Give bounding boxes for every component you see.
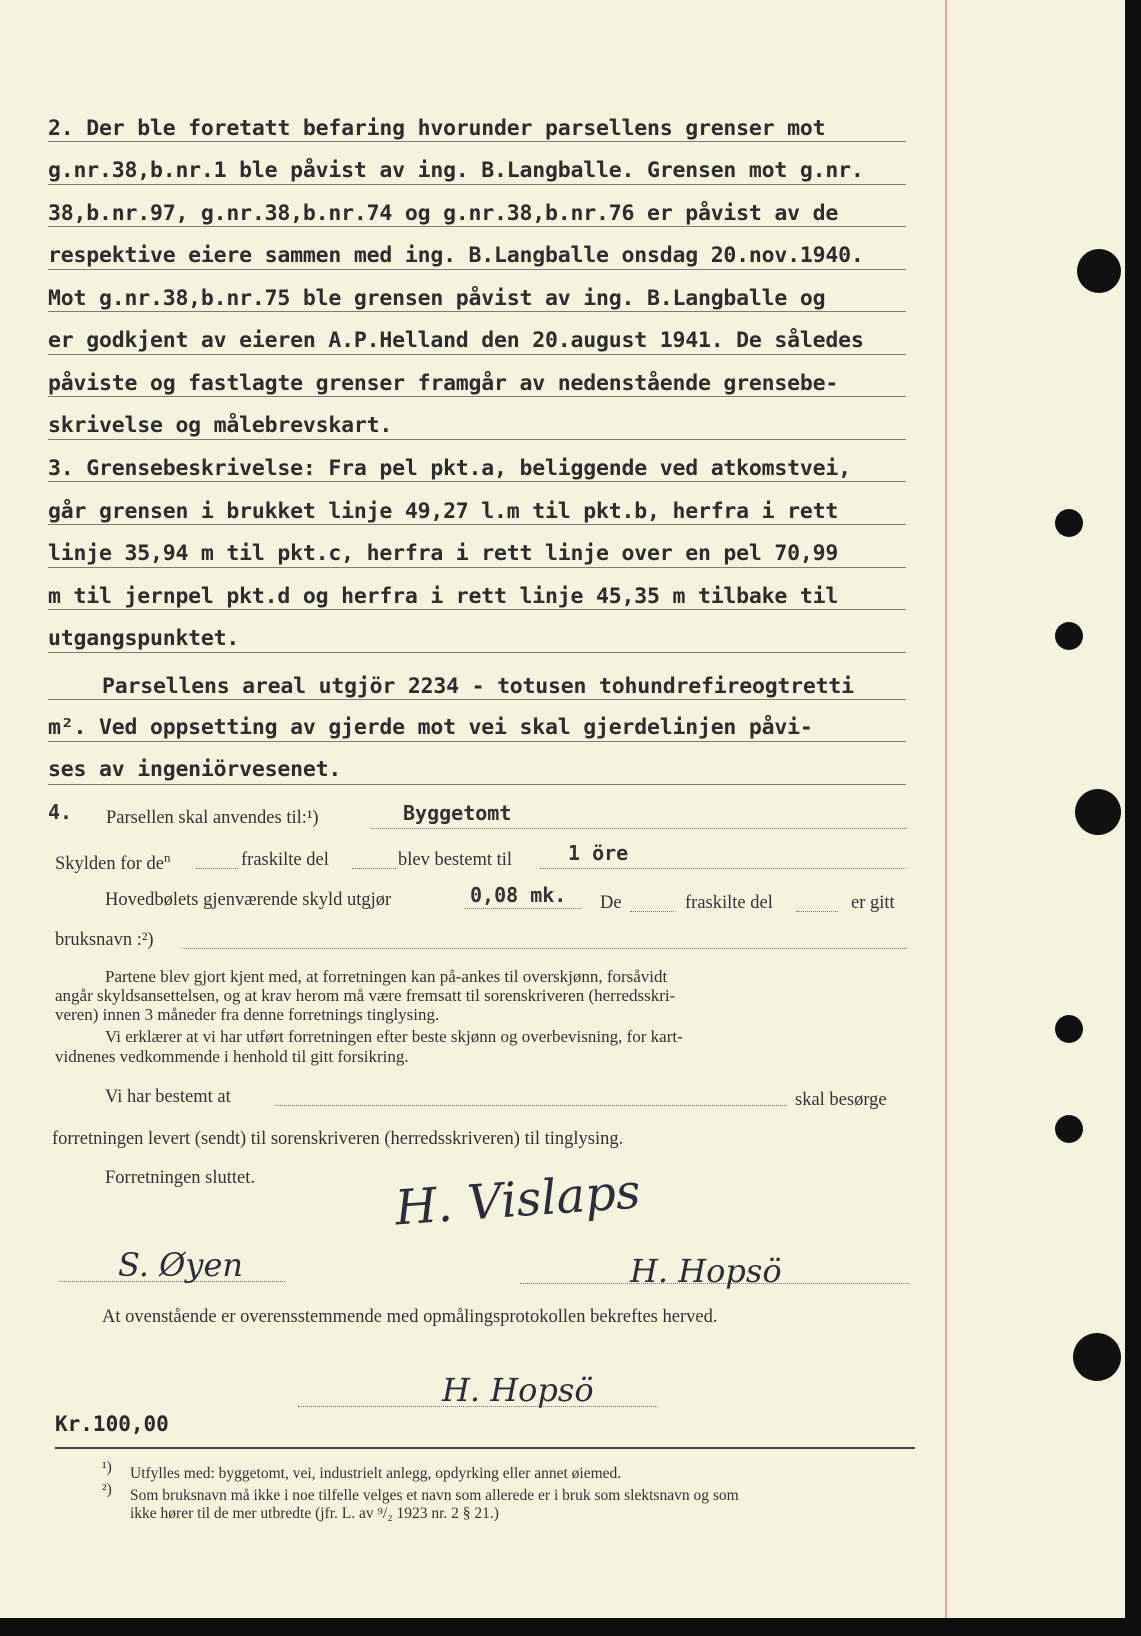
typed-line: påviste og fastlagte grenser framgår av nedenstående grensebe- — [48, 371, 839, 396]
underline — [48, 439, 906, 440]
remaining-value: 0,08 mk. — [470, 883, 567, 907]
underline — [48, 269, 906, 270]
underline — [48, 311, 906, 312]
delivered-line: forretningen levert (sendt) til sorenskriveren (herredsskriveren) til tinglysing. — [52, 1129, 624, 1149]
debt-label — [55, 850, 170, 875]
declaration-line: Vi erklærer at vi har utført forretningen efter beste skjønn og overbevisning, for kart- — [105, 1027, 683, 1046]
area-line: Parsellens areal utgjör 2234 - totusen tohundrefireogtretti — [102, 674, 854, 699]
use-label: Parsellen skal anvendes til:¹) — [106, 808, 319, 828]
signature-left: S. Øyen — [118, 1246, 243, 1284]
declaration-line: vidnenes vedkommende i henhold til gitt forsikring. — [55, 1047, 409, 1066]
underline — [48, 609, 906, 610]
typed-line: m til jernpel pkt.d og herfra i rett linje 45,35 m tilbake til — [48, 584, 839, 609]
typed-line: g.nr.38,b.nr.1 ble påvist av ing. B.Langballe. Grensen mot g.nr. — [48, 158, 864, 183]
underline — [48, 354, 906, 355]
underline — [48, 184, 906, 185]
notice-line: veren) innen 3 måneder fra denne forretnings tinglysing. — [55, 1005, 440, 1024]
underline — [48, 567, 906, 568]
dotted-line — [796, 911, 838, 912]
typed-line: 2. Der ble foretatt befaring hvorunder parsellens grenser mot — [48, 116, 826, 141]
typed-line: respektive eiere sammen med ing. B.Langballe onsdag 20.nov.1940. — [48, 243, 864, 268]
debt-superscript: n — [163, 850, 171, 865]
remaining-label: Hovedbølets gjenværende skyld utgjør — [105, 890, 392, 910]
underline — [48, 226, 906, 227]
binding-hole — [1055, 1115, 1083, 1143]
margin-rule — [945, 0, 947, 1618]
dotted-line — [276, 1105, 787, 1106]
underline — [48, 741, 906, 742]
debt-value: 1 öre — [568, 841, 629, 865]
signature-right: H. Hopsö — [630, 1252, 782, 1290]
typed-line: er godkjent av eieren A.P.Helland den 20.august 1941. De således — [48, 328, 864, 353]
de-label: De — [600, 893, 622, 913]
footnote-mark: ²) — [102, 1481, 112, 1498]
signature-bottom: H. Hopsö — [442, 1371, 594, 1409]
deliver-label: skal besørge — [795, 1090, 887, 1110]
underline — [48, 481, 906, 482]
binding-hole — [1077, 249, 1121, 293]
bruksnavn-label: bruksnavn :²) — [55, 930, 154, 950]
item-number: 4. — [48, 800, 73, 824]
underline — [48, 699, 906, 700]
fee: Kr.100,00 — [55, 1412, 169, 1436]
dotted-line — [630, 911, 674, 912]
typed-line: 3. Grensebeskrivelse: Fra pel pkt.a, beliggende ved atkomstvei, — [48, 456, 851, 481]
use-value: Byggetomt — [403, 801, 512, 825]
given-label: er gitt — [851, 893, 895, 913]
binding-hole — [1073, 1333, 1121, 1381]
notice-line: angår skyldsansettelsen, og at krav herom må være fremsatt til sorenskriveren (herredsskri- — [55, 986, 676, 1005]
concluded-label: Forretningen sluttet. — [105, 1168, 256, 1188]
footnote-mark: ¹) — [102, 1459, 112, 1476]
typed-line: skrivelse og målebrevskart. — [48, 413, 393, 438]
typed-line: linje 35,94 m til pkt.c, herfra i rett linje over en pel 70,99 — [48, 541, 839, 566]
footnote-text: Som bruksnavn må ikke i noe tilfelle velges et navn som allerede er i bruk som slektsnavn og som — [130, 1487, 739, 1504]
dotted-line — [352, 868, 396, 869]
typed-line: går grensen i brukket linje 49,27 l.m til pkt.b, herfra i rett — [48, 499, 839, 524]
footnote-text: Utfylles med: byggetomt, vei, industrielt anlegg, opdyrking eller annet øiemed. — [130, 1465, 622, 1482]
typed-line: ses av ingeniörvesenet. — [48, 757, 342, 782]
footnote-divider — [55, 1447, 915, 1449]
confirm-line: At ovenstående er overensstemmende med opmålingsprotokollen bekreftes herved. — [102, 1307, 718, 1327]
separated-label: fraskilte del — [685, 893, 773, 913]
notice-line: Partene blev gjort kjent med, at forretningen kan på-ankes til overskjønn, forsåvidt — [105, 967, 668, 986]
debt-label-b: fraskilte del — [241, 850, 329, 870]
underline — [48, 652, 906, 653]
binding-hole — [1055, 1015, 1083, 1043]
dotted-line — [540, 868, 906, 869]
dotted-line — [196, 868, 238, 869]
underline — [48, 141, 906, 142]
debt-label-a: Skylden for de — [55, 854, 164, 875]
underline — [48, 524, 906, 525]
typed-line: 38,b.nr.97, g.nr.38,b.nr.74 og g.nr.38,b.nr.76 er påvist av de — [48, 201, 839, 226]
dotted-line — [182, 948, 907, 949]
decided-label: Vi har bestemt at — [105, 1087, 231, 1107]
fence-line: m². Ved oppsetting av gjerde mot vei skal gjerdelinjen påvi- — [48, 715, 813, 740]
binding-hole — [1055, 509, 1083, 537]
binding-hole — [1075, 789, 1121, 835]
dotted-line — [372, 828, 907, 829]
binding-hole — [1055, 622, 1083, 650]
typed-line: utgangspunktet. — [48, 626, 240, 651]
underline — [48, 396, 906, 397]
footnote-text: ikke hører til de mer utbredte (jfr. L. av ⁹/₂ 1923 nr. 2 § 21.) — [130, 1505, 499, 1522]
dotted-line — [465, 908, 580, 909]
underline — [48, 784, 906, 785]
debt-label-c: blev bestemt til — [398, 850, 513, 870]
signature-center: H. Vislaps — [393, 1163, 643, 1237]
typed-line: Mot g.nr.38,b.nr.75 ble grensen påvist av ing. B.Langballe og — [48, 286, 826, 311]
